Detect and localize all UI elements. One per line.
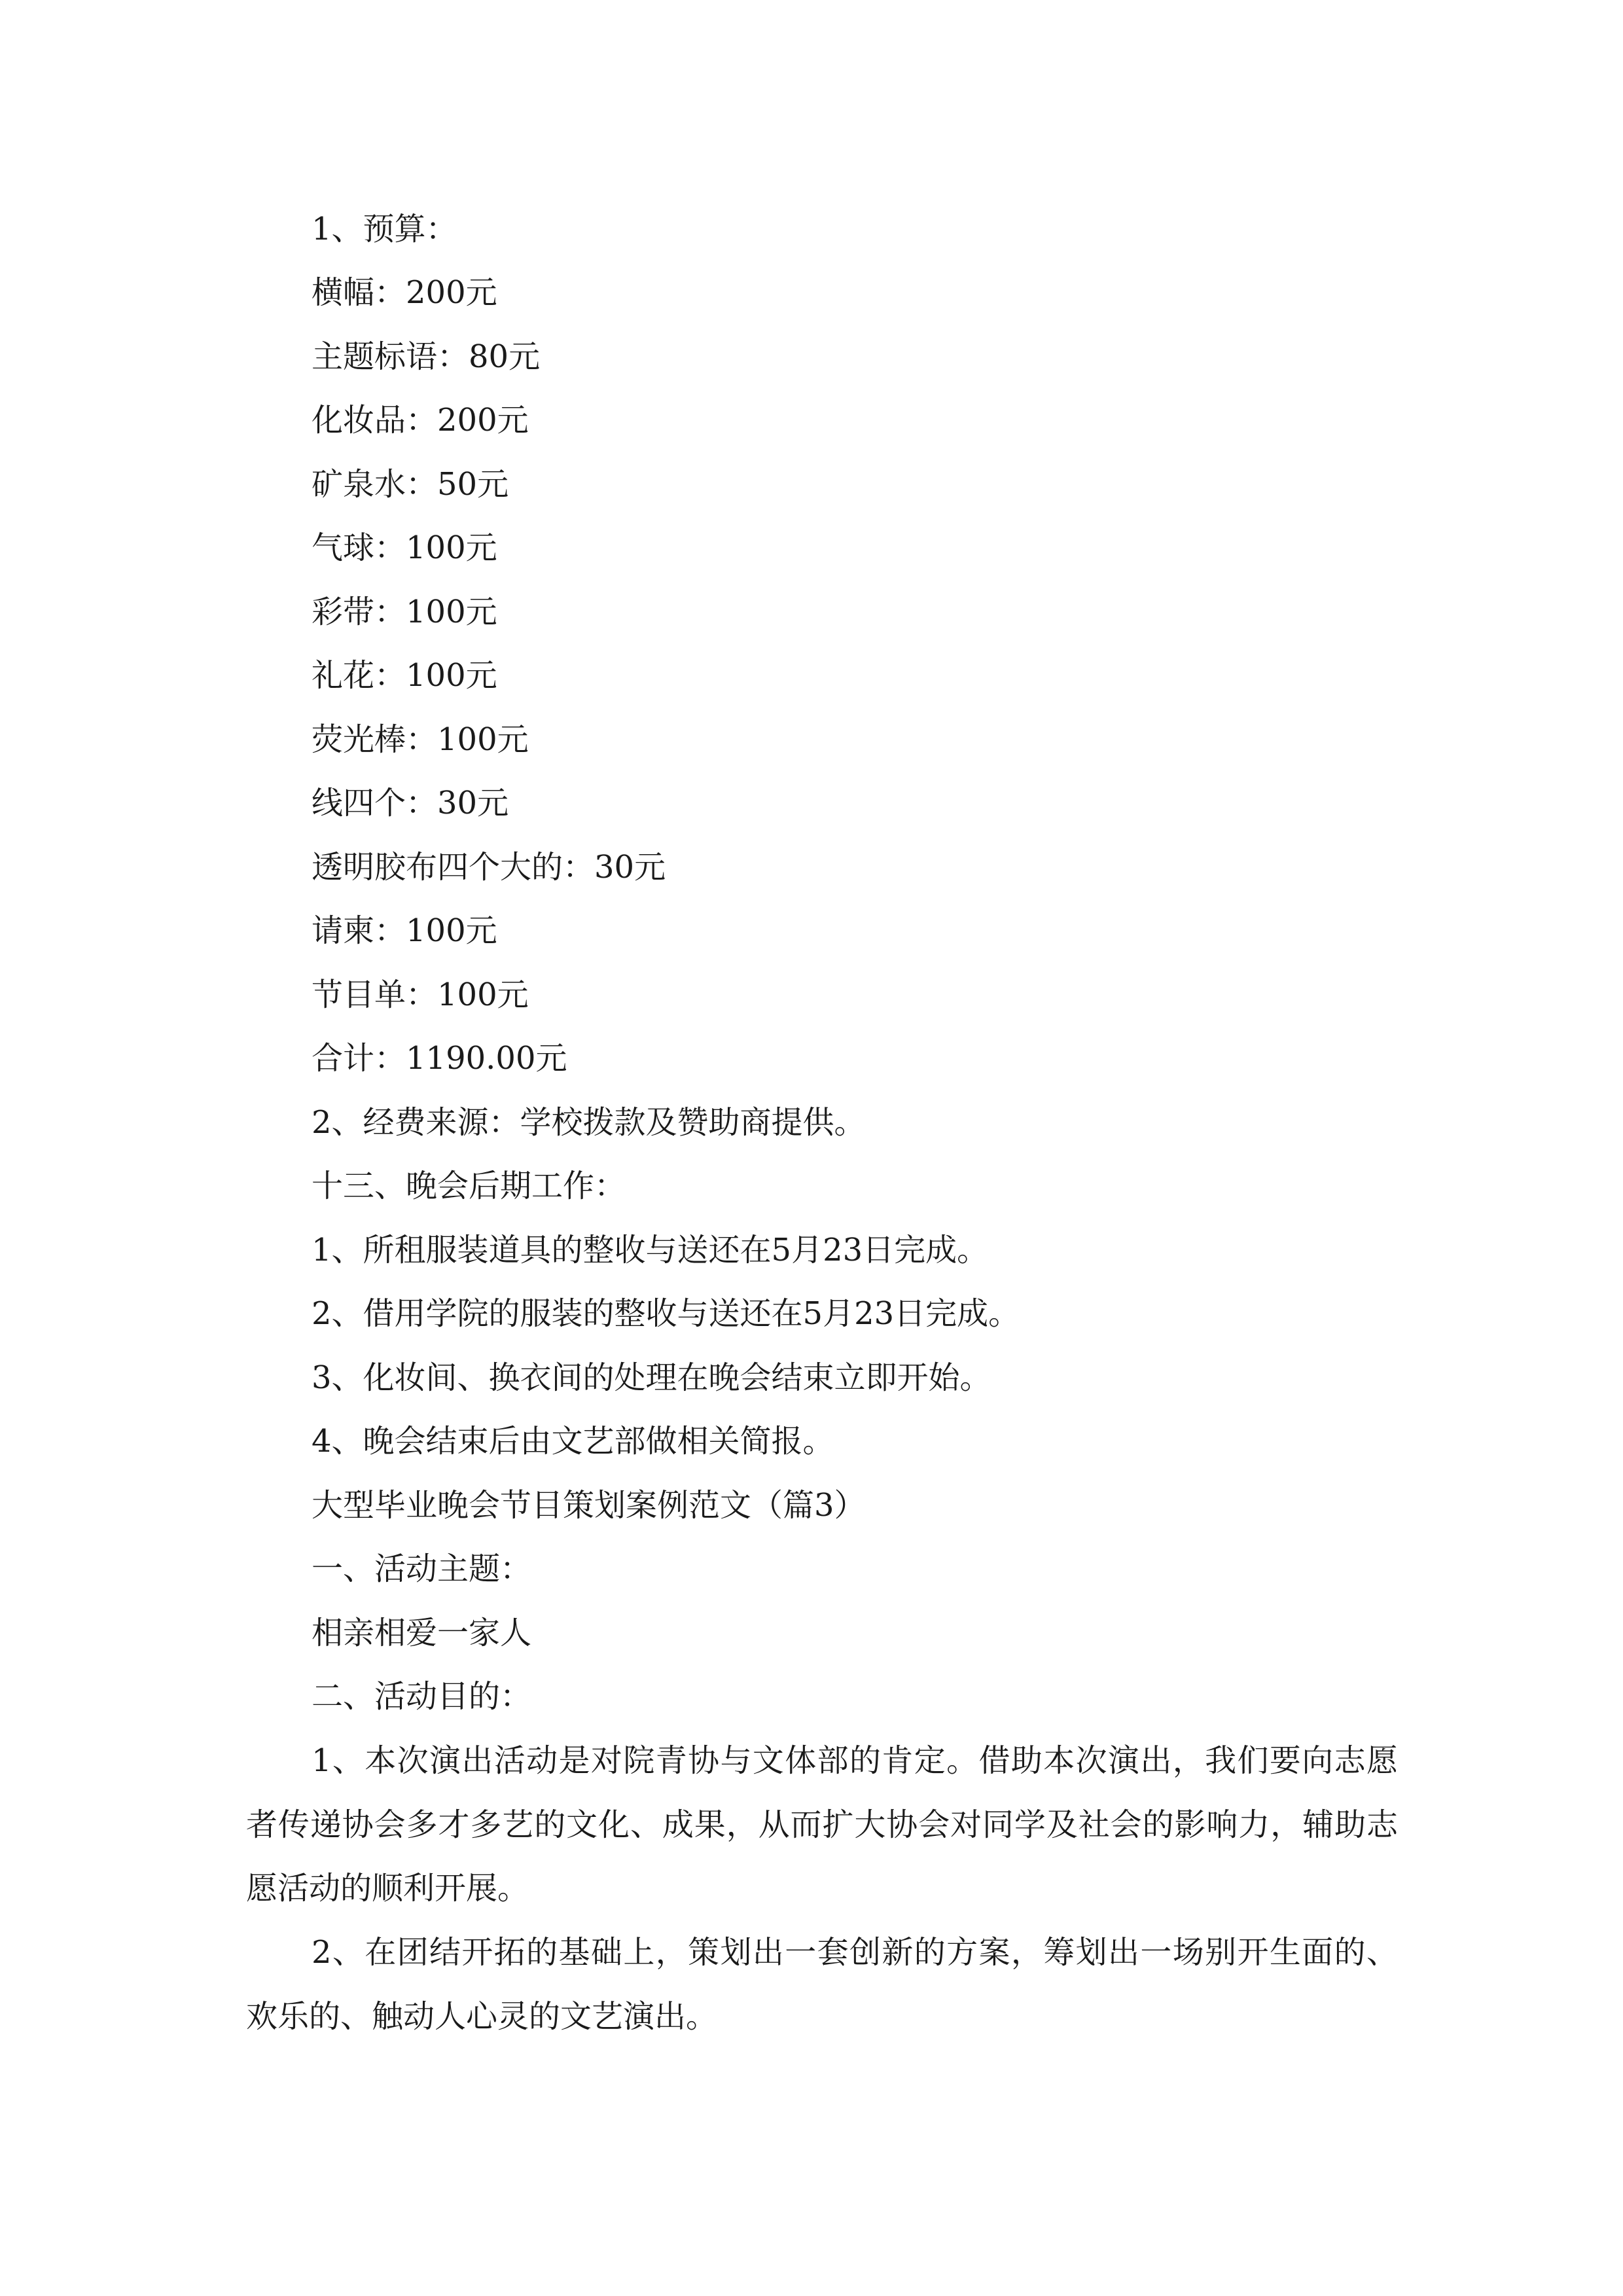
budget-item-programs: 节目单：100元 bbox=[312, 977, 529, 1013]
budget-item-banner: 横幅：200元 bbox=[312, 274, 497, 311]
funding-source: 2、经费来源：学校拨款及赞助商提供。 bbox=[312, 1104, 866, 1141]
post-task-2: 2、借用学院的服装的整收与送还在5月23日完成。 bbox=[312, 1295, 1020, 1332]
budget-item-ribbons: 彩带：100元 bbox=[312, 594, 497, 630]
budget-item-glowsticks: 荧光棒：100元 bbox=[312, 721, 529, 758]
post-task-1: 1、所租服装道具的整收与送还在5月23日完成。 bbox=[312, 1232, 989, 1268]
section-13-heading: 十三、晚会后期工作： bbox=[312, 1168, 626, 1204]
section-1-heading: 一、活动主题： bbox=[312, 1551, 532, 1587]
post-task-4: 4、晚会结束后由文艺部做相关简报。 bbox=[312, 1423, 834, 1460]
budget-item-wires: 线四个：30元 bbox=[312, 785, 509, 821]
budget-item-water: 矿泉水：50元 bbox=[312, 466, 509, 503]
activity-theme: 相亲相爱一家人 bbox=[312, 1615, 532, 1651]
budget-item-tape: 透明胶布四个大的：30元 bbox=[312, 849, 666, 886]
budget-item-cosmetics: 化妆品：200元 bbox=[312, 402, 529, 439]
budget-item-fireworks: 礼花：100元 bbox=[312, 657, 497, 694]
budget-item-invitations: 请柬：100元 bbox=[312, 912, 497, 949]
purpose-paragraph-2: 2、在团结开拓的基础上，策划出一套创新的方案，筹划出一场别开生面的、欢乐的、触动人心灵的文艺演出。 bbox=[246, 1934, 1398, 2035]
budget-item-balloons: 气球：100元 bbox=[312, 529, 497, 566]
section-2-heading: 二、活动目的： bbox=[312, 1678, 532, 1715]
budget-total: 合计：1190.00元 bbox=[312, 1040, 567, 1077]
budget-heading: 1、预算： bbox=[312, 211, 457, 247]
article-title: 大型毕业晚会节目策划案例范文（篇3） bbox=[312, 1487, 866, 1524]
budget-item-slogan: 主题标语：80元 bbox=[312, 338, 541, 375]
purpose-paragraph-1: 1、本次演出活动是对院青协与文体部的肯定。借助本次演出，我们要向志愿者传递协会多才多艺的文化、成果，从而扩大协会对同学及社会的影响力，辅助志愿活动的顺利开展。 bbox=[246, 1742, 1398, 1907]
post-task-3: 3、化妆间、换衣间的处理在晚会结束立即开始。 bbox=[312, 1359, 991, 1396]
